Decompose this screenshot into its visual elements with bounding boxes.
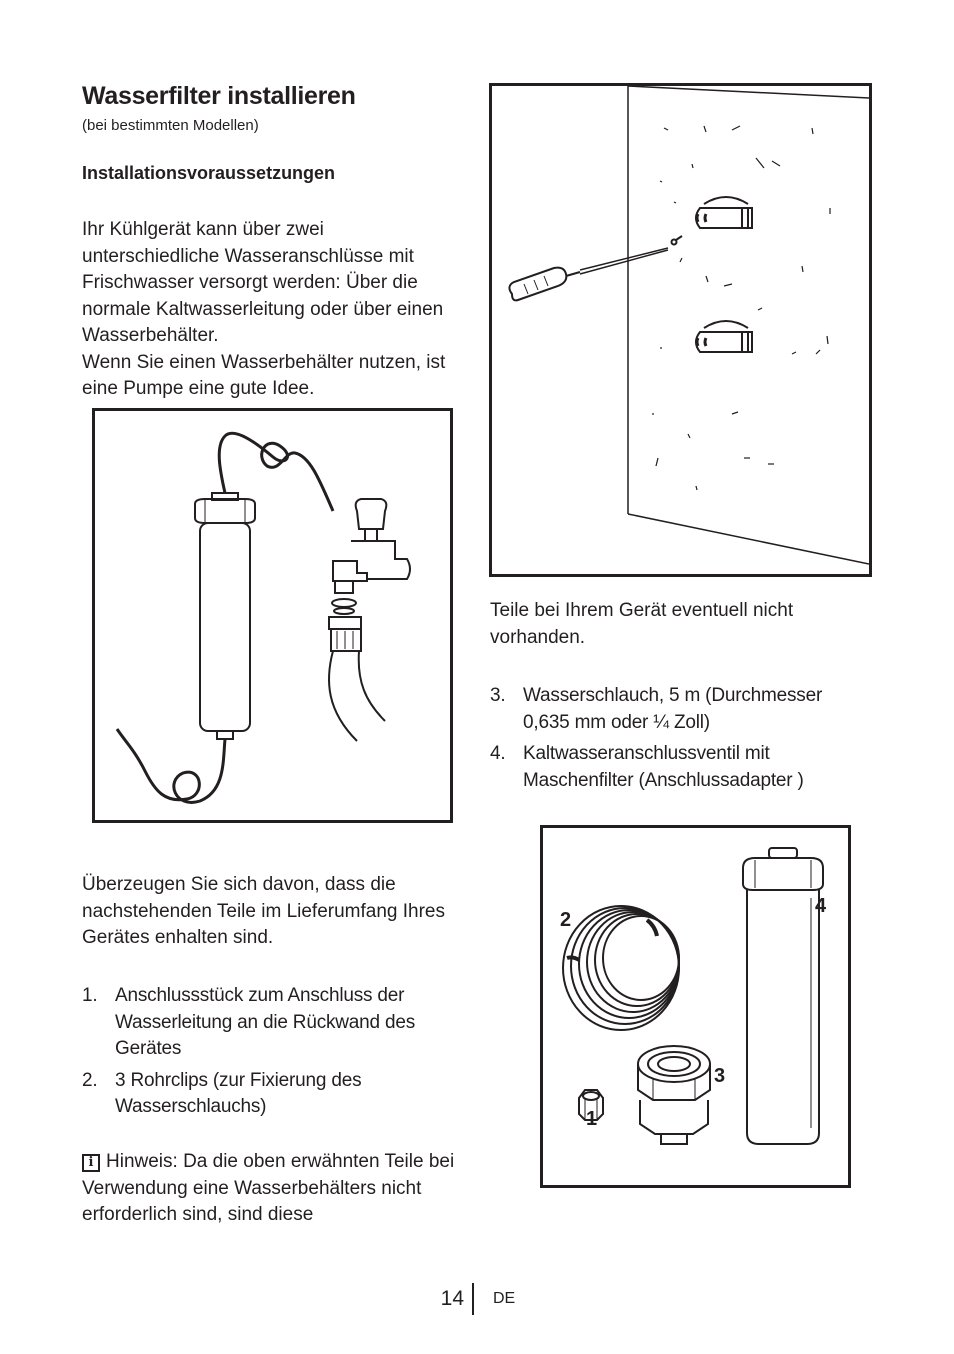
- screwdriver-illustration: [509, 236, 682, 300]
- parts-list-b: [490, 683, 860, 794]
- section-heading: Installationsvoraussetzungen: [82, 163, 336, 183]
- list-item-text: Wasserschlauch, 5 m (Durchmesser 0,635 mm oder ¼ Zoll): [523, 685, 823, 733]
- part-label-4: 4: [815, 895, 827, 917]
- hose-illustration: [117, 433, 333, 802]
- list-item: [82, 983, 462, 1063]
- parts-note-text: Teile bei Ihrem Gerät eventuell nicht vorhanden.: [490, 600, 794, 648]
- figure-filter-and-tap: [92, 408, 453, 823]
- valve-adapter-part-illustration: [638, 1046, 710, 1144]
- intro-paragraph-1: Ihr Kühlgerät kann über zwei unterschiedliche Wasseranschlüsse mit Frischwasser versorgt werden: Über die normale Kaltwasserleitung oder über einen Wasserbehälter.: [82, 219, 444, 346]
- part-label-2: 2: [560, 909, 572, 931]
- list-item-number: 1.: [82, 985, 98, 1006]
- pipe-clip-upper-illustration: [696, 197, 752, 228]
- figure-included-parts: [540, 825, 851, 1188]
- info-icon: i: [82, 1154, 100, 1172]
- list-item: [490, 741, 860, 794]
- figure-wall-clips: [489, 83, 872, 577]
- list-item-number: 3.: [490, 685, 506, 706]
- list-item: [490, 683, 860, 736]
- filter-cartridge-part-illustration: [743, 848, 823, 1144]
- list-item-text: Kaltwasseranschlussventil mit Maschenfilter (Anschlussadapter ): [523, 743, 804, 791]
- page-subtitle: (bei bestimmten Modellen): [82, 117, 259, 134]
- language-code: DE: [493, 1290, 516, 1307]
- list-item-number: 4.: [490, 743, 506, 764]
- page-title: Wasserfilter installieren: [82, 82, 356, 110]
- parts-list-a: [82, 983, 462, 1121]
- list-item-text: 3 Rohrclips (zur Fixierung des Wasserschlauchs): [115, 1069, 362, 1117]
- tap-illustration: [329, 499, 410, 741]
- water-filter-cartridge-illustration: [195, 493, 255, 739]
- part-label-1: 1: [586, 1108, 598, 1130]
- intro-paragraph-2: Wenn Sie einen Wasserbehälter nutzen, ist eine Pumpe eine gute Idee.: [82, 351, 446, 399]
- footer-divider: [472, 1283, 474, 1315]
- hint-note: [82, 1149, 472, 1229]
- coiled-hose-part-illustration: [563, 906, 679, 1030]
- list-item-number: 2.: [82, 1069, 98, 1091]
- list-item-text: Anschlussstück zum Anschluss der Wasserleitung an die Rückwand des Gerätes: [115, 985, 416, 1059]
- wall-speckles: [652, 126, 830, 490]
- pipe-clip-lower-illustration: [696, 321, 752, 352]
- list-item: [82, 1068, 462, 1121]
- part-label-3: 3: [714, 1065, 726, 1087]
- intro-text: [82, 217, 462, 403]
- check-parts-text: Überzeugen Sie sich davon, dass die nachstehenden Teile im Lieferumfang Ihres Gerätes enhalten sind.: [82, 874, 445, 948]
- wall-illustration: [628, 86, 869, 564]
- page-number: 14: [440, 1287, 464, 1310]
- hint-text: Hinweis: Da die oben erwähnten Teile bei Verwendung eine Wasserbehälters nicht erforderlich sind, sind diese: [82, 1151, 455, 1225]
